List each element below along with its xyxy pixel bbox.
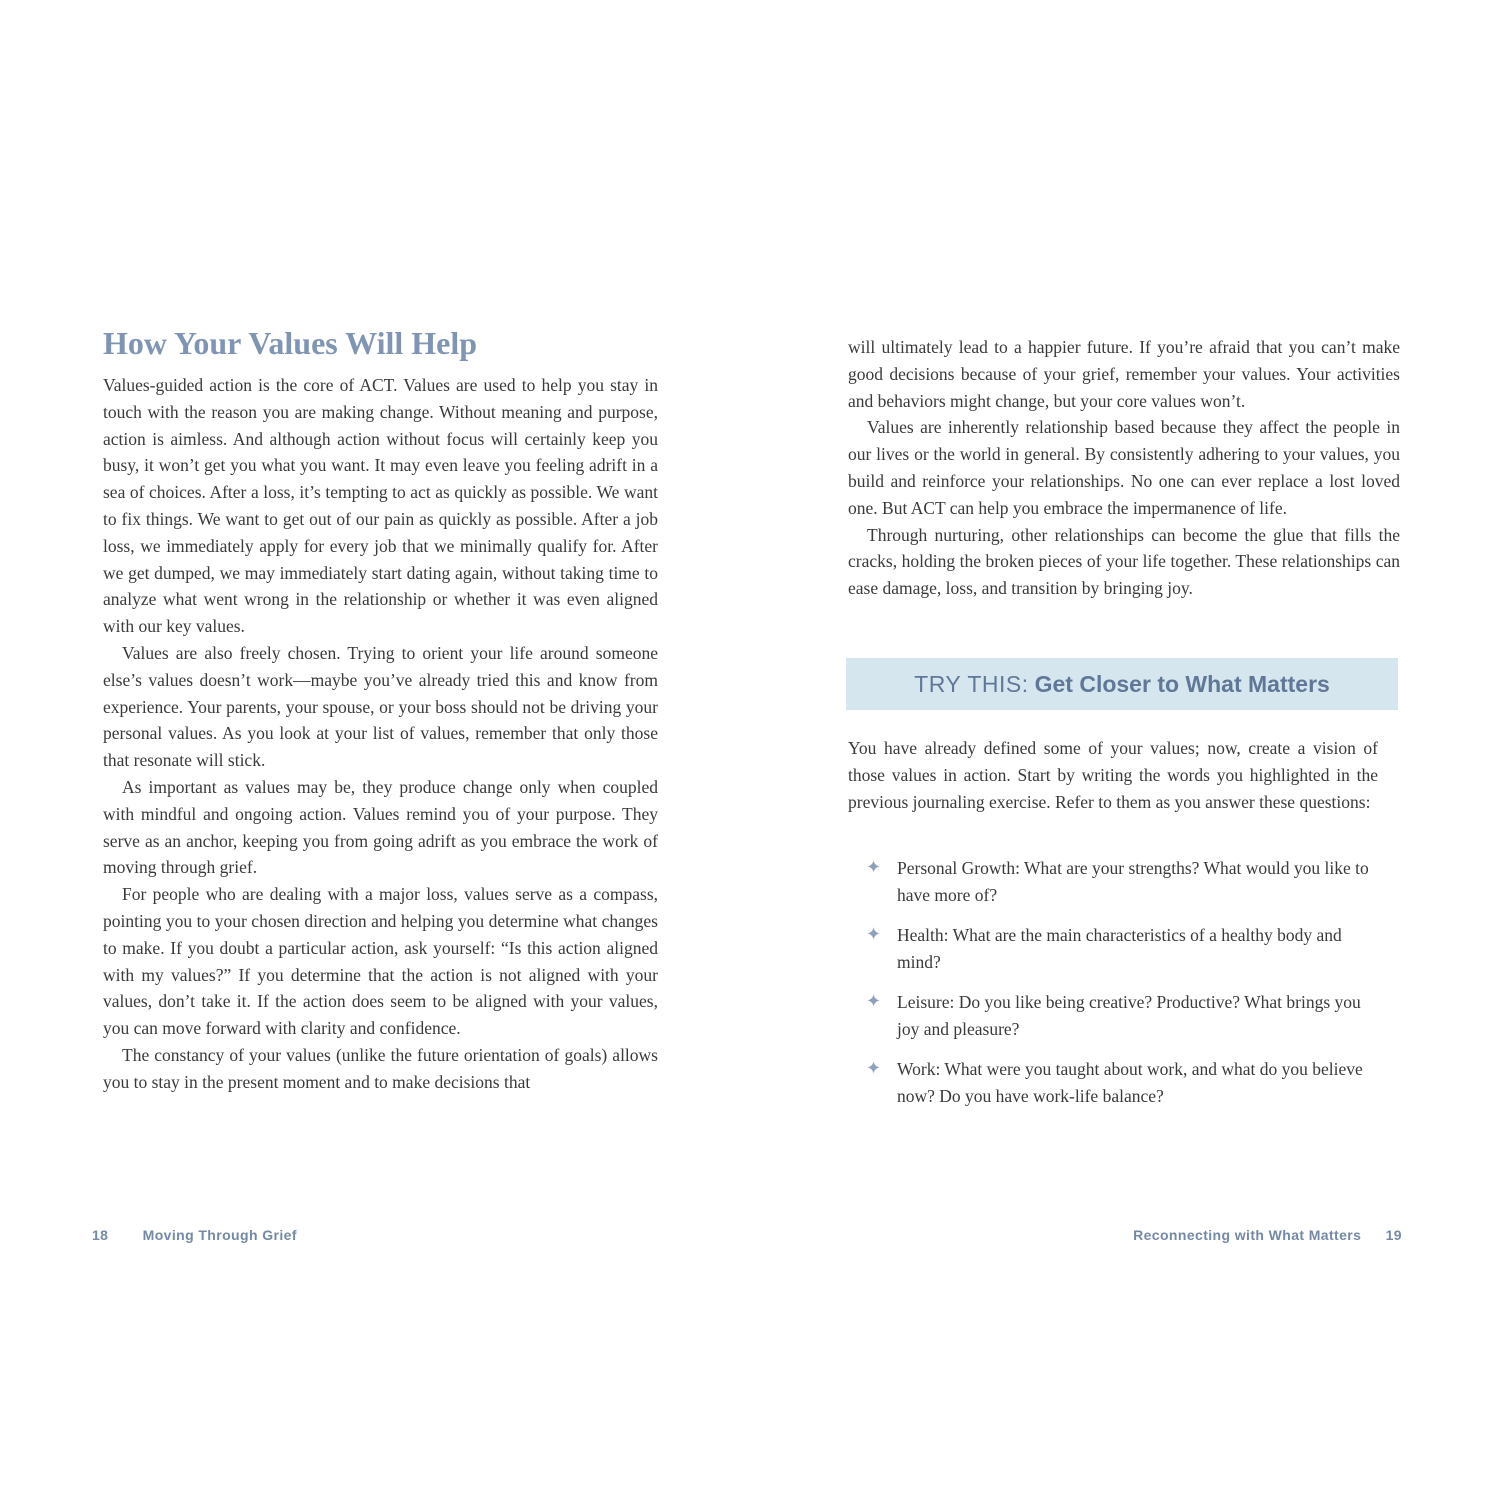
list-item-text: Personal Growth: What are your strengths? What would you like to have more of? [897, 858, 1369, 905]
running-title: Moving Through Grief [142, 1227, 297, 1243]
list-item-text: Leisure: Do you like being creative? Productive? What brings you joy and pleasure? [897, 992, 1361, 1039]
body-paragraph: The constancy of your values (unlike the future orientation of goals) allows you to stay in the present moment and to make decisions that [103, 1044, 658, 1092]
list-item [866, 989, 1376, 1043]
section-heading: How Your Values Will Help [103, 325, 478, 361]
body-paragraph: Values are inherently relationship based because they affect the people in our lives or the world in general. By consistently adhering to your values, you build and reinforce your relationships. No one can ever replace a lost loved one. But ACT can help you embrace the impermanence of life. [848, 417, 1400, 518]
body-paragraph: Values are also freely chosen. Trying to orient your life around someone else’s values doesn’t work—maybe you’ve already tried this and know from experience. Your parents, your spouse, or your boss should not be driving your personal values. As you look at your list of values, remember that only those that resonate will stick. [103, 642, 658, 771]
sparkle-bullet-icon: ✦ [866, 991, 882, 1013]
sparkle-bullet-icon: ✦ [866, 924, 882, 946]
left-page-footer [92, 1227, 297, 1243]
list-item-text: Health: What are the main characteristics of a healthy body and mind? [897, 925, 1342, 972]
try-this-label: TRY THIS: [914, 670, 1029, 697]
body-paragraph: Values-guided action is the core of ACT. Values are used to help you stay in touch with the reason you are making change. Without meaning and purpose, action is aimless. And although action without focus will certainly keep you busy, it won’t get you what you want. It may even leave you feeling adrift in a sea of choices. After a loss, it’s tempting to act as quickly as possible. We want to fix things. We want to get out of our pain as quickly as possible. After a job loss, we immediately apply for every job that we minimally qualify for. After we get dumped, we may immediately start dating again, without taking time to analyze what went wrong in the relationship or whether it was even aligned with our key values. [103, 375, 658, 637]
sparkle-bullet-icon: ✦ [866, 1058, 882, 1080]
right-page-column [848, 334, 1400, 602]
try-this-banner [846, 658, 1398, 710]
exercise-intro: You have already defined some of your values; now, create a vision of those values in action. Start by writing the words you highlighted in the previous journaling exercise. Refer to them as you answer these questions: [848, 738, 1378, 812]
left-page-column [103, 324, 658, 1096]
try-this-title: Get Closer to What Matters [1034, 670, 1330, 697]
sparkle-bullet-icon: ✦ [866, 857, 882, 878]
page-number: 19 [1385, 1227, 1402, 1243]
body-paragraph: Through nurturing, other relationships can become the glue that fills the cracks, holding the broken pieces of your life together. These relationships can ease damage, loss, and transition by bringing joy. [848, 524, 1400, 599]
list-item [866, 855, 1376, 909]
question-list [866, 855, 1376, 1123]
page-number: 18 [92, 1227, 109, 1243]
right-page-footer [1133, 1227, 1402, 1243]
body-paragraph: As important as values may be, they produce change only when coupled with mindful and ongoing action. Values remind you of your purpose. They serve as an anchor, keeping you from going adrift as you embrace the work of moving through grief. [103, 776, 658, 878]
body-paragraph: For people who are dealing with a major loss, values serve as a compass, pointing you to your chosen direction and helping you determine what changes to make. If you doubt a particular action, ask yourself: “Is this action aligned with my values?” If you determine that the action is not aligned with your values, don’t take it. If the action does seem to be aligned with your values, you can move forward with clarity and confidence. [103, 884, 658, 1039]
list-item-text: Work: What were you taught about work, and what do you believe now? Do you have work-life balance? [897, 1059, 1363, 1107]
running-title: Reconnecting with What Matters [1133, 1227, 1362, 1243]
body-paragraph: will ultimately lead to a happier future. If you’re afraid that you can’t make good decisions because of your grief, remember your values. Your activities and behaviors might change, but your core values won’t. [848, 337, 1400, 411]
list-item [866, 922, 1376, 976]
list-item [866, 1056, 1376, 1110]
